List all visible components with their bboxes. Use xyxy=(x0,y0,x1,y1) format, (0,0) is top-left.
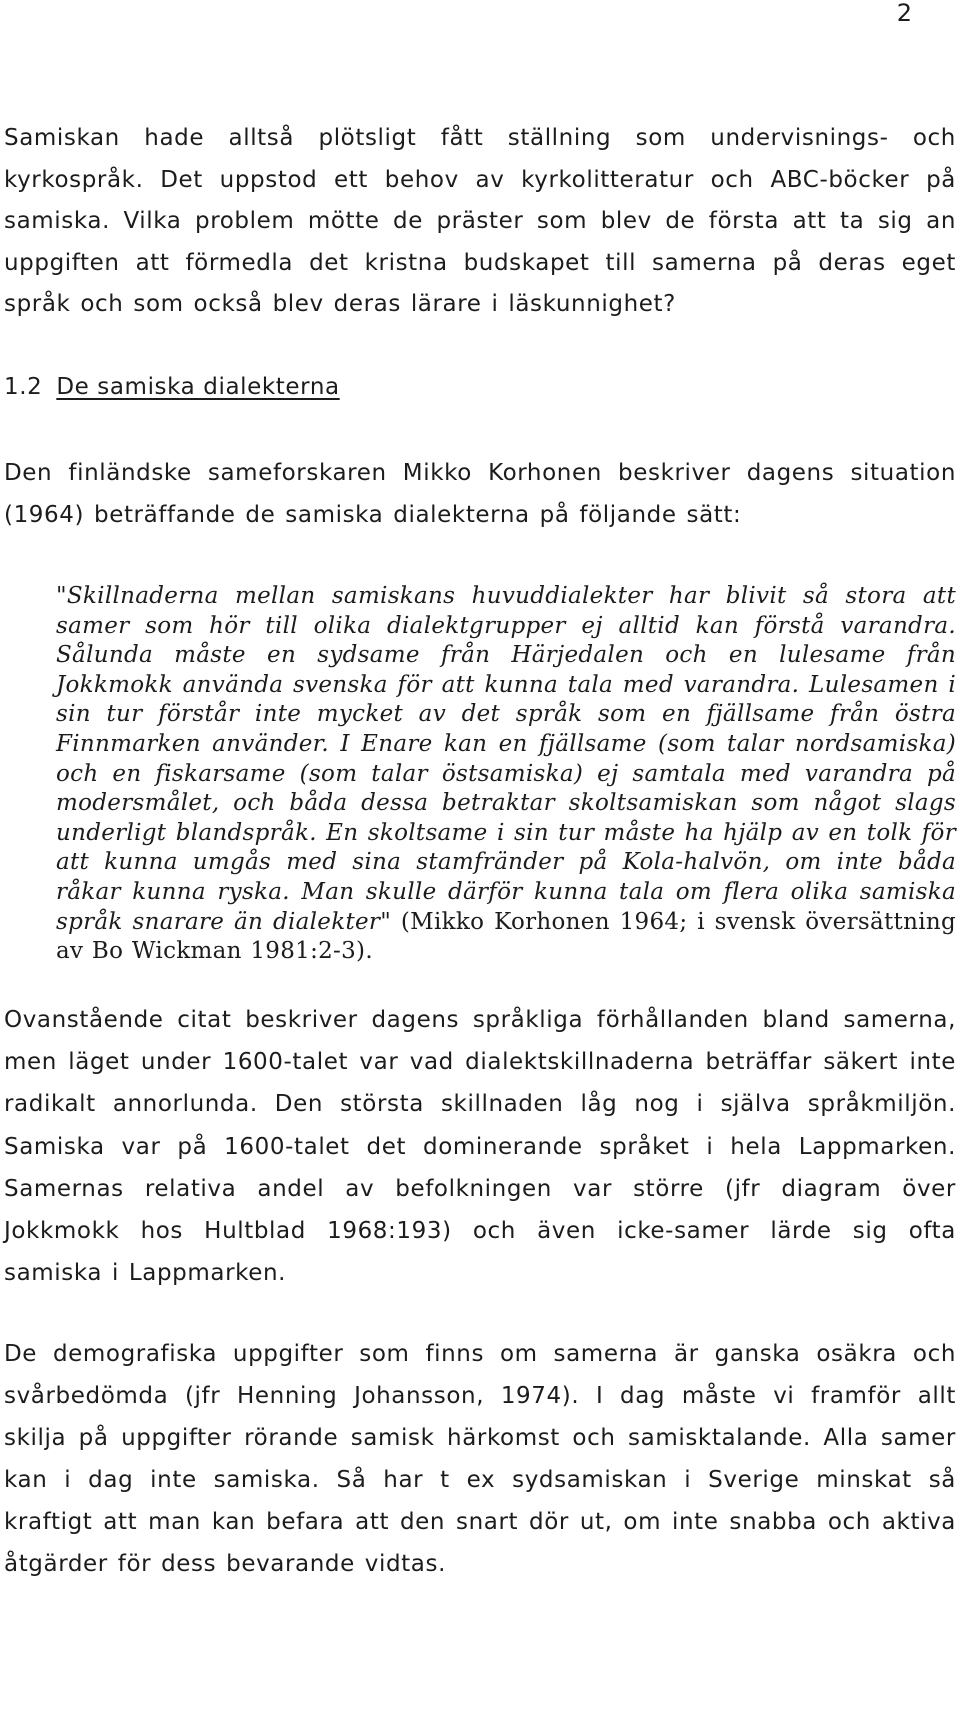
section-number: 1.2 xyxy=(4,374,43,400)
paragraph-demographics: De demografiska uppgifter som finns om samerna är ganska osäkra och svårbedömda (jfr Henning Johansson, 1974). I dag måste vi framför allt skilja på uppgifter rörande samisk härkomst och samisktalande. Alla samer kan i dag inte samiska. Så har t ex sydsamiskan i Sverige minskat så kraftigt att man kan befara att den snart dör ut, om inte snabba och aktiva åtgärder för dess bevarande vidtas. xyxy=(4,1341,956,1577)
paragraph-dialect-situation: Ovanstående citat beskriver dagens språkliga förhållanden bland samerna, men läget under 1600-talet var vad dialektskillnaderna beträffar säkert inte radikalt annorlunda. Den största skillnaden låg nog i själva språkmiljön. Samiska var på 1600-talet det dominerande språket i hela Lappmarken. Samernas relativa andel av befolkningen var större (jfr diagram över Jokkmokk hos Hultblad 1968:193) och även icke-samer lärde sig ofta samiska i Lappmarken. xyxy=(4,1007,956,1287)
paragraph-korhonen-intro: Den finländske sameforskaren Mikko Korhonen beskriver dagens situation (1964) beträffande de samiska dialekterna på följande sätt: xyxy=(4,460,956,528)
quote-text: "Skillnaderna mellan samiskans huvuddialekter har blivit så stora att samer som hör till olika dialektgrupper ej alltid kan förstå varandra. Sålunda måste en sydsame från Härjedalen och en lulesame från Jokkmokk använda svenska för att kunna tala med varandra. Lulesamen i sin tur förstår inte mycket av det språk som en fjällsame från östra Finnmarken använder. I Enare kan en fjällsame (som talar nordsamiska) och en fiskarsame (som talar östsamiska) ej samtala med varandra på modersmålet, och båda dessa betraktar skoltsamiskan som något slags underligt blandspråk. En skoltsame i sin tur måste ha hjälp av en tolk för att kunna umgås med sina stamfränder på Kola-halvön, om inte båda råkar kunna ryska. Man skulle därför kunna tala om flera olika samiska språk snarare än dialekter" xyxy=(56,583,956,935)
section-heading xyxy=(4,372,340,402)
quote-citation: (Mikko Korhonen 1964; i svensk översättning av Bo Wickman 1981:2-3). xyxy=(56,908,956,965)
section-title: De samiska dialekterna xyxy=(56,374,340,400)
block-quote xyxy=(56,582,956,967)
paragraph-intro: Samiskan hade alltså plötsligt fått ställning som undervisnings- och kyrkospråk. Det uppstod ett behov av kyrkolitteratur och ABC-böcker på samiska. Vilka problem mötte de präster som blev de första att ta sig an uppgiften att förmedla det kristna budskapet till samerna på deras eget språk och som också blev deras lärare i läskunnighet? xyxy=(4,125,956,317)
page-number: 2 xyxy=(896,0,912,27)
